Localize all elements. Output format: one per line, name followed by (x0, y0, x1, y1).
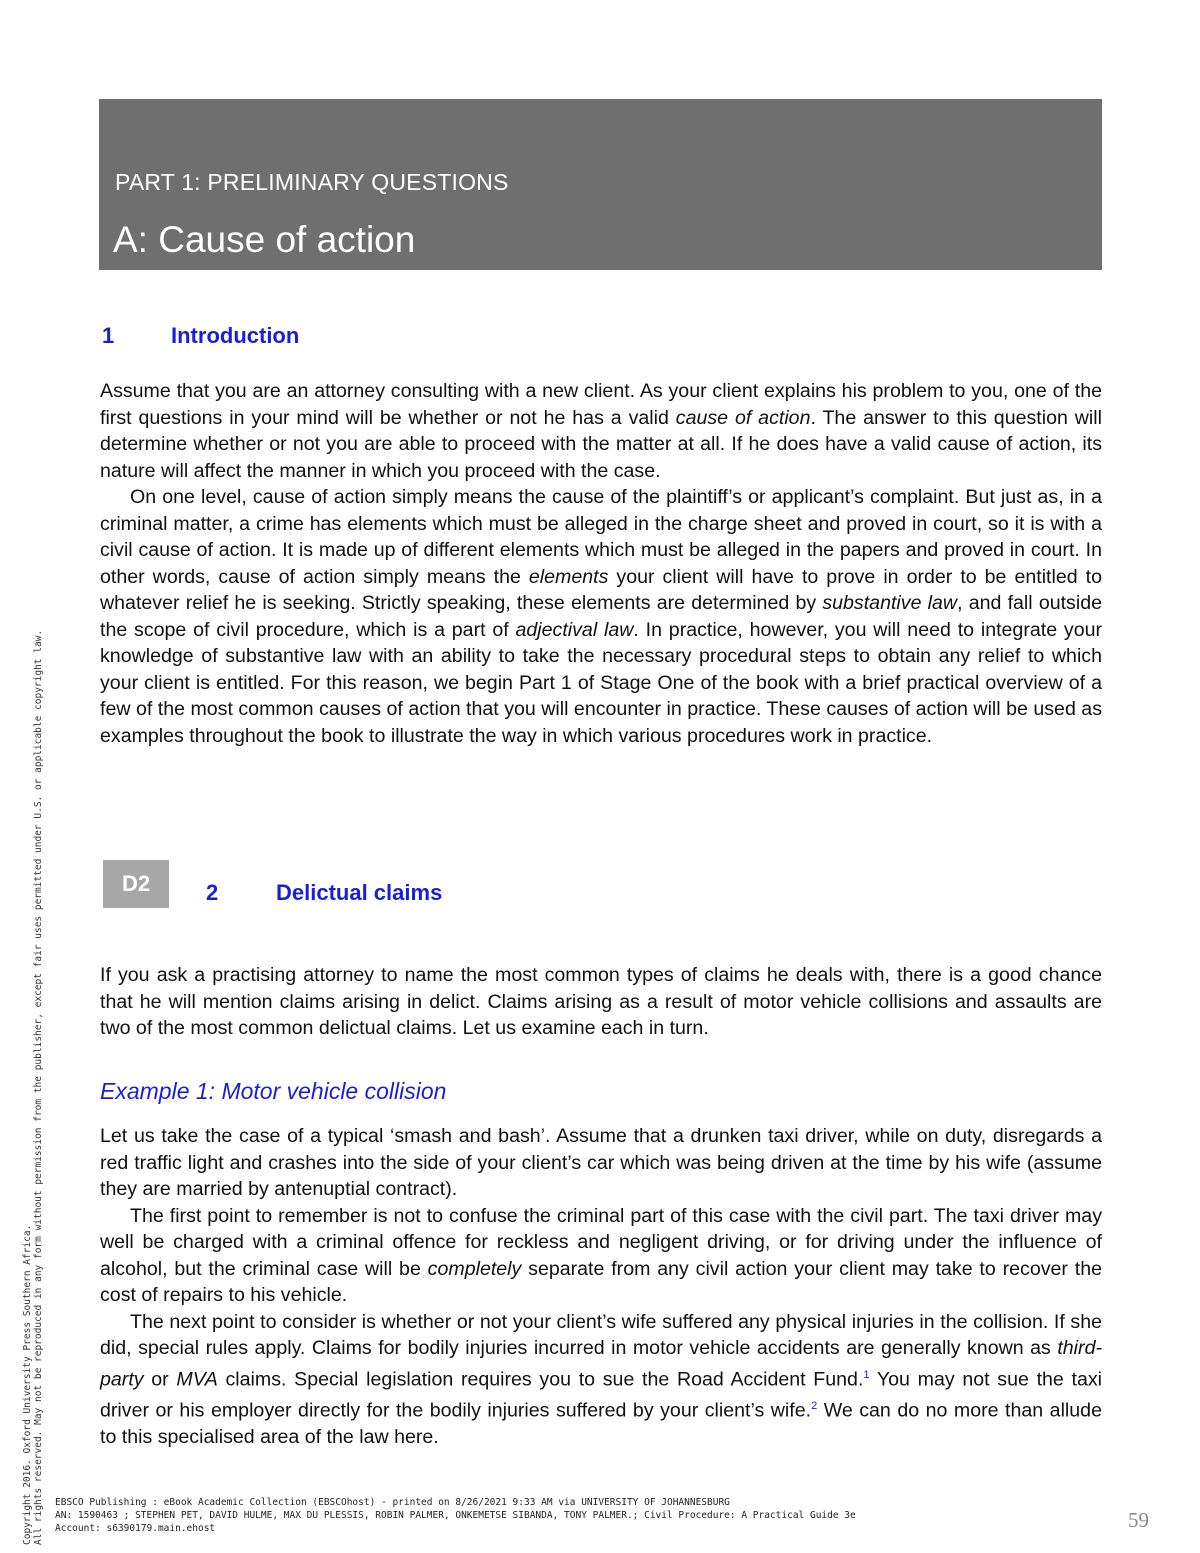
section-2-number: 2 (206, 880, 219, 905)
example-heading: Example 1: Motor vehicle collision (100, 1078, 447, 1104)
copyright-sidebar (22, 629, 44, 1545)
paragraph: On one level, cause of action simply means the cause of the plaintiff’s or applicant’s complaint. But just as, in a criminal matter, a crime has elements which must be alleged in the charge sheet and proved in court, so it is with a civil cause of action. It is made up of different elements which must be alleged in the papers and proved in court. In other words, cause of action simply means the elements your client will have to prove in order to be entitled to whatever relief he is seeking. Strictly speaking, these elements are determined by substantive law, and fall outside the scope of civil procedure, which is a part of adjectival law. In practice, however, you will need to integrate your knowledge of substantive law with an ability to take the necessary procedural steps to obtain any relief to which your client is entitled. For this reason, we begin Part 1 of Stage One of the book with a brief practical overview of a few of the most common causes of action that you will encounter in practice. These causes of action will be used as examples throughout the book to illustrate the way in which various procedures work in practice. (100, 486, 1103, 747)
d2-badge: D2 (103, 860, 169, 908)
paragraph: Let us take the case of a typical ‘smash and bash’. Assume that a drunken taxi driver, while on duty, disregards a red traffic light and crashes into the side of your client’s car which was being driven at the time by his wife (assume they are married by antenuptial contract). (100, 1125, 1102, 1200)
footnote-ref[interactable]: 2 (811, 1399, 818, 1412)
footnote-ref[interactable]: 1 (863, 1368, 870, 1381)
section-2-heading: Delictual claims (276, 880, 443, 905)
example-body (100, 1123, 1102, 1450)
section-1-body (100, 378, 1102, 749)
copyright-line: Copyright 2016. Oxford University Press Southern Africa. (22, 1224, 33, 1545)
page-number: 59 (1128, 1508, 1149, 1532)
chapter-banner (99, 99, 1102, 270)
paragraph: The first point to remember is not to confuse the criminal part of this case with the civil part. The taxi driver may well be charged with a criminal offence for reckless and negligent driving, or for driving under the influence of alcohol, but the criminal case will be completely separate from any civil action your client may take to recover the cost of repairs to his vehicle. (100, 1204, 1102, 1306)
paragraph: If you ask a practising attorney to name the most common types of claims he deals with, there is a good chance that he will mention claims arising in delict. Claims arising as a result of motor vehicle collisions and assaults are two of the most common delictual claims. Let us examine each in turn. (100, 964, 1102, 1039)
chapter-title: A: Cause of action (113, 219, 416, 260)
section-1-heading: Introduction (171, 323, 300, 348)
footer-line: Account: s6390179.main.ehost (55, 1523, 216, 1534)
footer-line: EBSCO Publishing : eBook Academic Collection (EBSCOhost) - printed on 8/26/2021 9:33 AM via UNIVERSITY OF JOHANNESBURG (55, 1497, 730, 1508)
section-1-number: 1 (102, 323, 115, 348)
ebsco-footer (55, 1496, 856, 1535)
section-2-body (100, 962, 1102, 1042)
footer-line: AN: 1590463 ; STEPHEN PET, DAVID HULME, MAX DU PLESSIS, ROBIN PALMER, ONKEMETSE SIBANDA, TONY PALMER.; Civil Procedure: A Practical Guide 3e (55, 1510, 856, 1521)
paragraph: Assume that you are an attorney consulting with a new client. As your client explains his problem to you, one of the first questions in your mind will be whether or not he has a valid cause of action. The answer to this question will determine whether or not you are able to proceed with the matter at all. If he does have a valid cause of action, its nature will affect the manner in which you proceed with the case. (100, 380, 1102, 482)
part-title: PART 1: PRELIMINARY QUESTIONS (115, 169, 509, 195)
rights-line: All rights reserved. May not be reproduced in any form without permission from the publisher, except fair uses permitted under U.S. or applicable copyright law. (33, 629, 44, 1545)
paragraph: The next point to consider is whether or not your client’s wife suffered any physical injuries in the collision. If she did, special rules apply. Claims for bodily injuries incurred in motor vehicle accidents are generally known as third-party or MVA claims. Special legislation requires you to sue the Road Accident Fund.$^1$ You may not sue the taxi driver or his employer directly for the bodily injuries suffered by your client’s wife.$^2$ We can do no more than allude to this specialised area of the law here. (100, 1310, 1103, 1448)
